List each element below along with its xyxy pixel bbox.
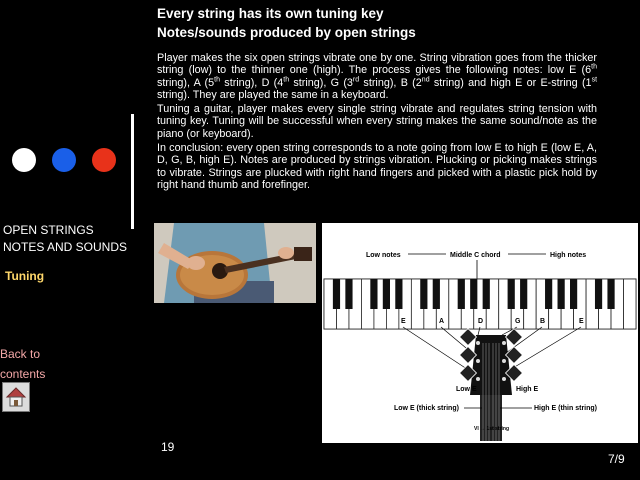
home-icon — [3, 383, 29, 411]
back-to-contents-link[interactable] — [0, 344, 45, 384]
key-label-d: D — [478, 318, 484, 325]
black-key — [395, 279, 402, 309]
black-key — [558, 279, 565, 309]
label-high-notes: High notes — [550, 252, 587, 259]
black-key — [483, 279, 490, 309]
divider-line — [131, 114, 134, 229]
black-key — [595, 279, 602, 309]
key-label-e-high: E — [579, 318, 584, 325]
key-label-a: A — [439, 318, 445, 325]
key-label-e-low: E — [401, 318, 406, 325]
label-high-e: High E — [516, 386, 539, 393]
black-key — [433, 279, 440, 309]
paragraph-1: Player makes the six open strings vibrate one by one. String vibration goes from the thicker string (low) to the thinner one (high). The process gives the following notes: low E (6th string), A (5th string), D (4th string), G (3rd string), B (2nd string) and high E or E-string (1st string). They are played the same in a keyboard. — [157, 52, 598, 102]
current-topic-tuning[interactable]: Tuning — [5, 269, 45, 283]
slide-counter: 7/9 — [608, 452, 625, 466]
piano-guitar-diagram — [322, 223, 638, 443]
nav-dot-white[interactable] — [12, 148, 36, 172]
label-first-string: VI → 1st string — [474, 426, 510, 432]
paragraph-2: Tuning a guitar, player makes every single string vibrate and regulates string tension with tuning key. Tuning will be successful when every string makes the same sound/note as the piano (or keyboard). — [157, 103, 597, 140]
black-key — [383, 279, 390, 309]
black-key — [345, 279, 352, 309]
black-key — [520, 279, 527, 309]
label-low-e: Low E — [456, 386, 477, 393]
label-low-e-thick: Low E (thick string) — [394, 405, 459, 412]
black-key — [545, 279, 552, 309]
nav-dot-blue[interactable] — [52, 148, 76, 172]
white-key — [624, 279, 636, 329]
black-key — [458, 279, 465, 309]
section-title-line1: OPEN STRINGS — [3, 223, 94, 237]
black-key — [333, 279, 340, 309]
black-key — [607, 279, 614, 309]
title-line2: Notes/sounds produced by open strings — [157, 25, 416, 40]
black-key — [370, 279, 377, 309]
black-key — [508, 279, 515, 309]
back-link-line2: contents — [0, 367, 46, 381]
label-low-notes: Low notes — [366, 252, 401, 259]
page-number: 19 — [161, 440, 175, 454]
black-key — [570, 279, 577, 309]
home-button[interactable] — [2, 382, 30, 412]
nav-dot-red[interactable] — [92, 148, 116, 172]
section-title-line2: NOTES AND SOUNDS — [3, 240, 128, 254]
black-key — [420, 279, 427, 309]
paragraph-3: In conclusion: every open string corresponds to a note going from low E to high E (low E, A, D, G, B, high E). Notes are produced by strings vibration. Plucking or picking makes strings to vibrate. Strings are plucked with right hand fingers and picked with a plastic pick hold by right hand thumb and forefinger. — [157, 142, 597, 192]
black-key — [470, 279, 477, 309]
key-label-g: G — [515, 318, 521, 325]
key-label-b: B — [540, 318, 546, 325]
label-high-e-thin: High E (thin string) — [534, 405, 597, 412]
guitar-headstock — [460, 329, 523, 441]
back-link-line1: Back to — [0, 347, 41, 361]
title-line1: Every string has its own tuning key — [157, 6, 384, 21]
label-middle-c: Middle C chord — [450, 252, 501, 259]
guitar-player-photo — [154, 223, 316, 303]
